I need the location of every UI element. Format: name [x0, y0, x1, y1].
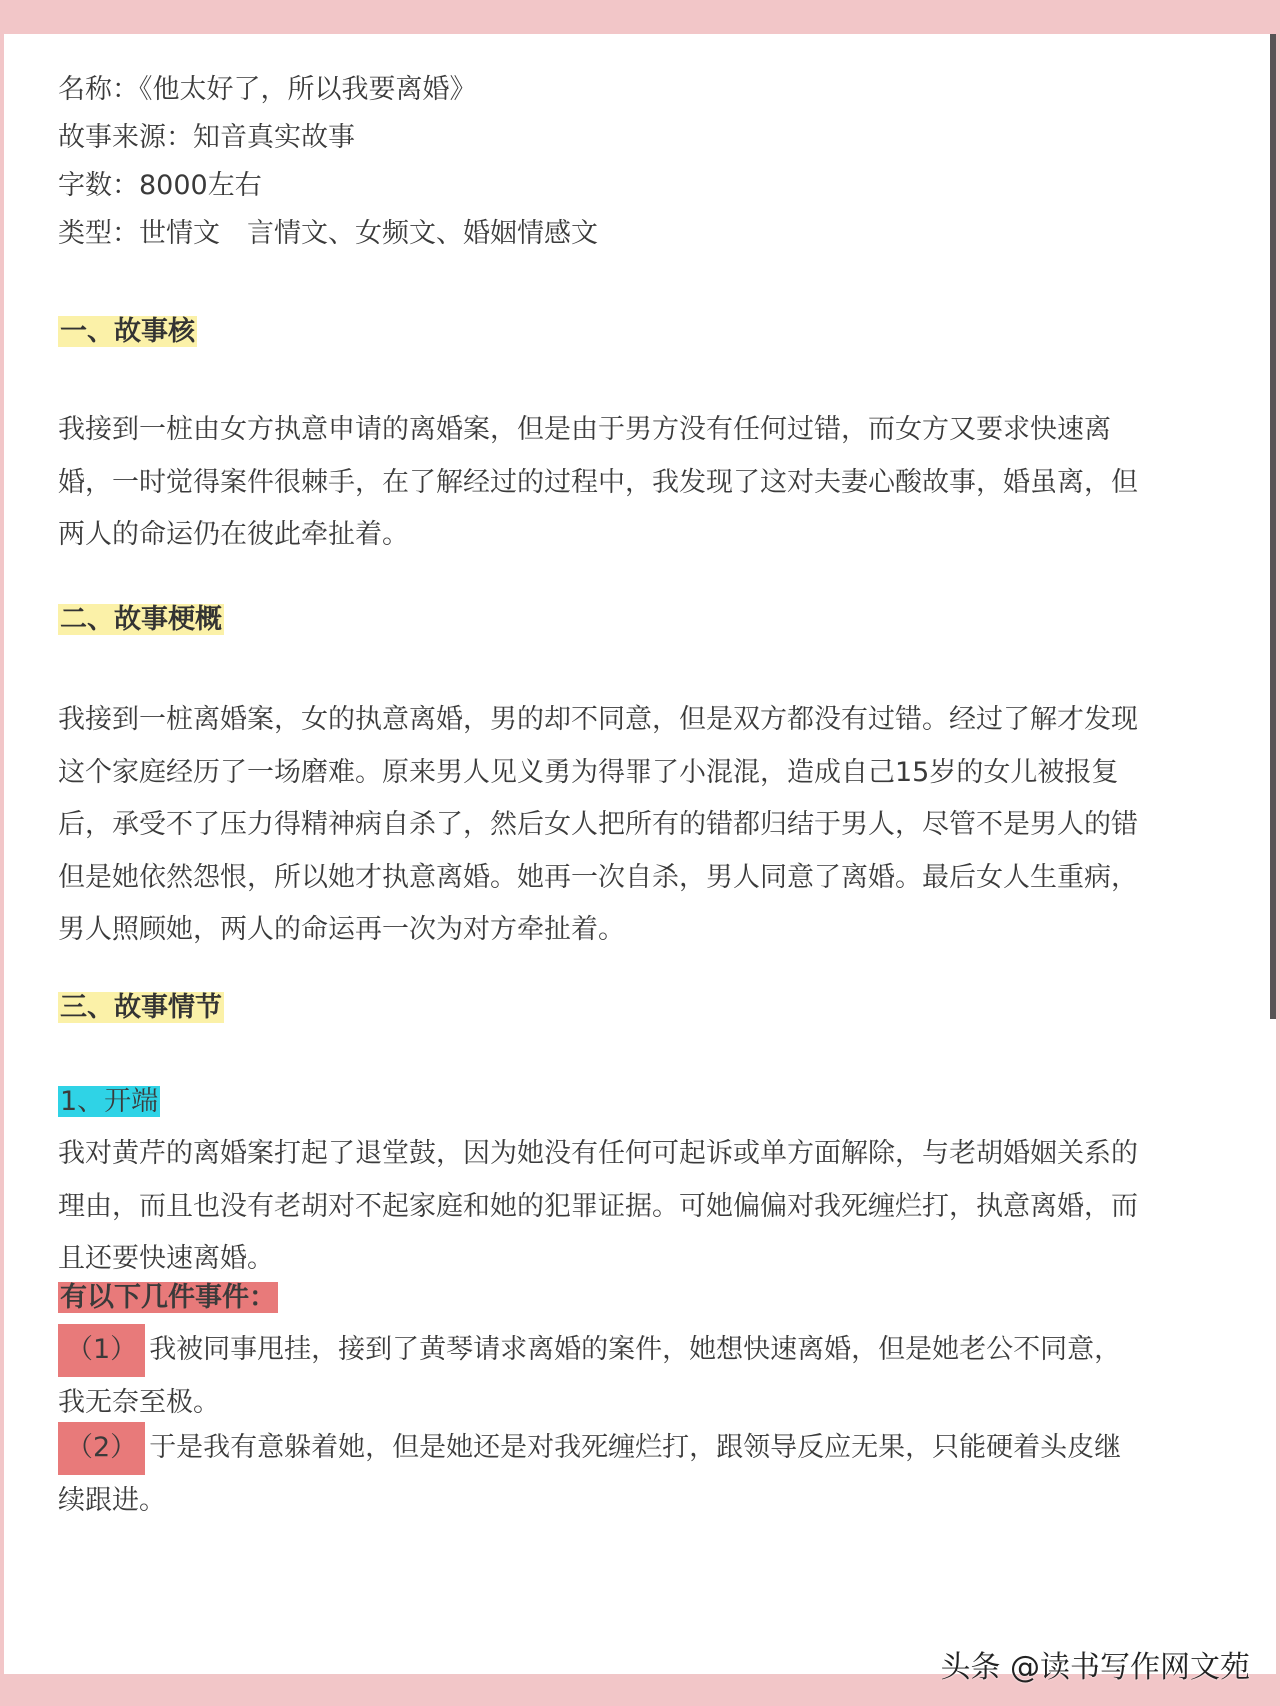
section1-heading — [58, 310, 197, 354]
meta-name: 名称：《他太好了，所以我要离婚》 — [58, 74, 477, 105]
watermark: 头条 @读书写作网文苑 — [940, 1650, 1250, 1685]
sub1-heading-text: 1、开端 — [60, 1086, 159, 1117]
event-2-number: （2） — [58, 1422, 145, 1475]
event-1-text: 我被同事甩挂，接到了黄琴请求离婚的案件，她想快速离婚，但是她老公不同意，我无奈至极。 — [58, 1334, 1122, 1418]
event-1 — [58, 1324, 1148, 1429]
section3-heading-text: 三、故事情节 — [60, 992, 222, 1023]
section2-body: 我接到一桩离婚案，女的执意离婚，男的却不同意，但是双方都没有过错。经过了解才发现这个家庭经历了一场磨难。原来男人见义勇为得罪了小混混，造成自己15岁的女儿被报复后，承受不了压力得精神病自杀了，然后女人把所有的错都归结于男人，尽管不是男人的错但是她依然怨恨，所以她才执意离婚。她再一次自杀，男人同意了离婚。最后女人生重病，男人照顾她，两人的命运再一次为对方牵扯着。 — [58, 704, 1138, 945]
section3-heading — [58, 986, 224, 1030]
section2-heading — [58, 598, 224, 642]
section1-body: 我接到一桩由女方执意申请的离婚案，但是由于男方没有任何过错，而女方又要求快速离婚，一时觉得案件很棘手，在了解经过的过程中，我发现了这对夫妻心酸故事，婚虽离，但两人的命运仍在彼此牵扯着。 — [58, 414, 1138, 550]
sub1-body: 我对黄芹的离婚案打起了退堂鼓，因为她没有任何可起诉或单方面解除，与老胡婚姻关系的理由，而且也没有老胡对不起家庭和她的犯罪证据。可她偏偏对我死缠烂打，执意离婚，而且还要快速离婚。 — [58, 1138, 1138, 1274]
section2-heading-text: 二、故事梗概 — [60, 604, 222, 635]
events-label-text: 有以下几件事件： — [60, 1282, 276, 1313]
event-2-text: 于是我有意躲着她，但是她还是对我死缠烂打，跟领导反应无果，只能硬着头皮继续跟进。 — [58, 1432, 1122, 1516]
meta-words: 字数：8000左右 — [58, 170, 262, 201]
meta-source: 故事来源：知音真实故事 — [58, 122, 355, 153]
section1-heading-text: 一、故事核 — [60, 316, 195, 347]
document-page — [4, 34, 1276, 1674]
event-1-number: （1） — [58, 1324, 145, 1377]
meta-type: 类型：世情文 言情文、女频文、婚姻情感文 — [58, 218, 598, 249]
scroll-indicator — [1270, 34, 1276, 1019]
event-2 — [58, 1422, 1148, 1527]
events-label — [58, 1280, 278, 1316]
sub1-heading — [58, 1084, 160, 1120]
